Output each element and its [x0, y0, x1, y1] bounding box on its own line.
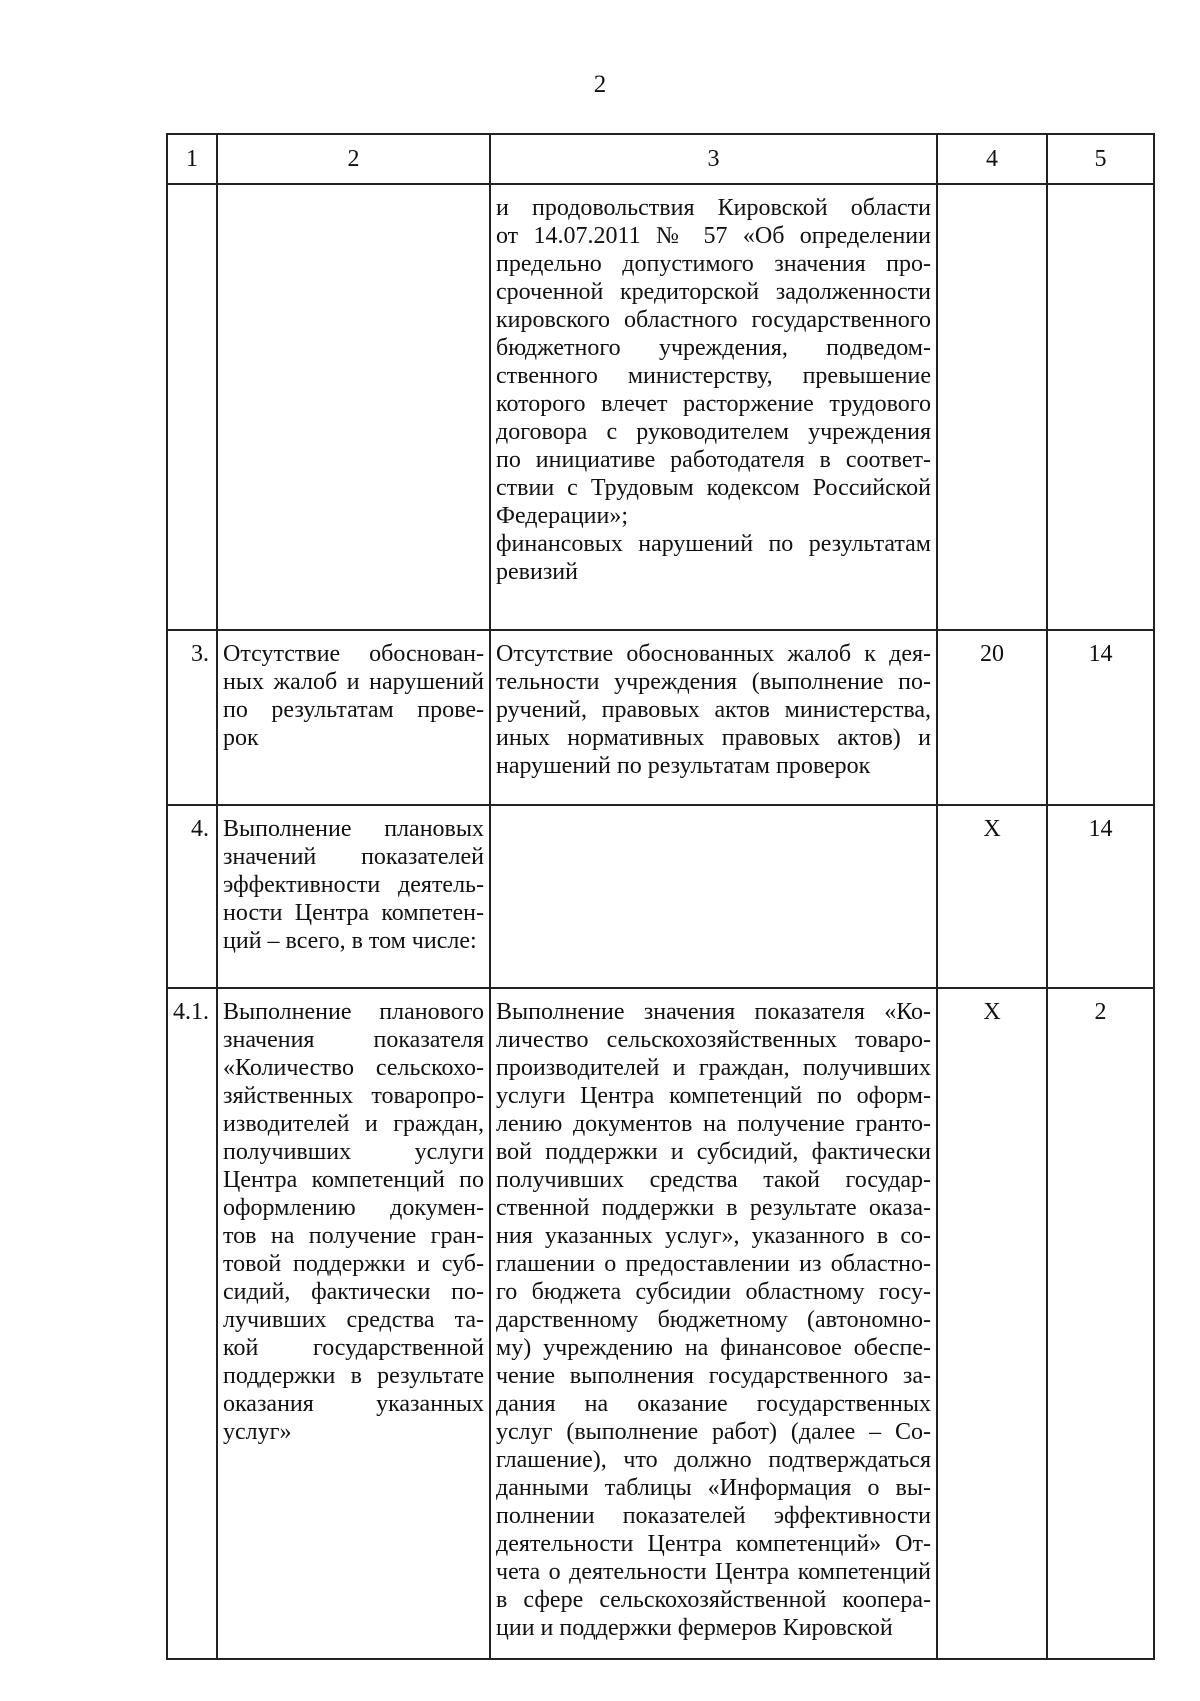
description-cell — [490, 184, 937, 630]
table-row — [167, 184, 1154, 630]
text-line: ности Центра компетен- — [223, 900, 484, 926]
row-number: 4.1. — [167, 988, 217, 1659]
row-number: 3. — [167, 630, 217, 805]
text-line: ных жалоб и нарушений — [223, 669, 484, 695]
criterion-cell — [217, 988, 490, 1659]
text-line: значения показателя — [223, 1027, 484, 1053]
text-line: финансовых нарушений по результатам — [496, 531, 931, 557]
text-line: получивших средства такой государ- — [496, 1167, 931, 1193]
text-line: зяйственных товаропро- — [223, 1083, 484, 1109]
text-line: значений показателей — [223, 844, 484, 870]
text-line: полнении показателей эффективности — [496, 1503, 931, 1529]
text-line: получивших услуги — [223, 1139, 484, 1165]
header-cell-3: 3 — [490, 134, 937, 184]
text-line: данными таблицы «Информация о вы- — [496, 1475, 931, 1501]
text-line: предельно допустимого значения про- — [496, 251, 931, 277]
text-line: товой поддержки и суб- — [223, 1251, 484, 1277]
header-cell-5: 5 — [1047, 134, 1154, 184]
table-row — [167, 988, 1154, 1659]
text-line: тов на получение гран- — [223, 1223, 484, 1249]
text-line: изводителей и граждан, — [223, 1111, 484, 1137]
text-line: ций – всего, в том числе: — [223, 928, 477, 954]
text-line: производителей и граждан, получивших — [496, 1055, 931, 1081]
max-score-cell — [937, 184, 1047, 630]
text-line: деятельности Центра компетенций» От- — [496, 1531, 931, 1557]
text-line: го бюджета субсидии областному госу- — [496, 1279, 931, 1305]
text-line: и продовольствия Кировской области — [496, 195, 931, 221]
text-line: ции и поддержки фермеров Кировской — [496, 1615, 893, 1641]
header-cell-2: 2 — [217, 134, 490, 184]
max-score-cell: X — [937, 988, 1047, 1659]
text-line: оформлению докумен- — [223, 1195, 484, 1221]
score-cell — [1047, 184, 1154, 630]
text-line: по результатам прове- — [223, 697, 484, 723]
text-line: ственного министерству, превышение — [496, 363, 931, 389]
text-line: нарушений по результатам проверок — [496, 753, 871, 779]
text-line: «Количество сельскохо- — [223, 1055, 484, 1081]
text-line: услуги Центра компетенций по оформ- — [496, 1083, 931, 1109]
text-line: от 14.07.2011 № 57 «Об определении — [496, 223, 931, 249]
table-row — [167, 805, 1154, 988]
description-cell — [490, 805, 937, 988]
text-line: Центра компетенций по — [223, 1167, 484, 1193]
text-line: кой государственной — [223, 1335, 484, 1361]
criterion-cell — [217, 805, 490, 988]
text-line: дания на оказание государственных — [496, 1391, 931, 1417]
header-cell-1: 1 — [167, 134, 217, 184]
text-line: ственной поддержки в результате оказа- — [496, 1195, 931, 1221]
text-line: глашении о предоставлении из областно- — [496, 1251, 931, 1277]
row-number — [167, 184, 217, 630]
text-line: личество сельскохозяйственных товаро- — [496, 1027, 931, 1053]
text-line: лучивших средства та- — [223, 1307, 484, 1333]
criterion-cell — [217, 630, 490, 805]
score-cell: 14 — [1047, 805, 1154, 988]
criteria-table — [166, 133, 1155, 1660]
text-line: рок — [223, 725, 259, 751]
text-line: Выполнение плановых — [223, 816, 484, 842]
text-line: ревизий — [496, 559, 578, 585]
text-line: вой поддержки и субсидий, фактически — [496, 1139, 931, 1165]
text-line: му) учреждению на финансовое обеспе- — [496, 1335, 931, 1361]
text-line: Федерации»; — [496, 503, 629, 529]
description-cell — [490, 630, 937, 805]
text-line: Выполнение значения показателя «Ко- — [496, 999, 931, 1025]
text-line: сидий, фактически по- — [223, 1279, 484, 1305]
text-line: лению документов на получение гранто- — [496, 1111, 931, 1137]
page-number: 2 — [593, 71, 607, 98]
max-score-cell: X — [937, 805, 1047, 988]
text-line: по инициативе работодателя в соответ- — [496, 447, 931, 473]
text-line: тельности учреждения (выполнение по- — [496, 669, 931, 695]
text-line: услуг» — [223, 1419, 292, 1445]
text-line: эффективности деятель- — [223, 872, 484, 898]
text-line: дарственному бюджетному (автономно- — [496, 1307, 931, 1333]
description-cell — [490, 988, 937, 1659]
text-line: в сфере сельскохозяйственной коопера- — [496, 1587, 931, 1613]
text-line: сроченной кредиторской задолженности — [496, 279, 931, 305]
text-line: оказания указанных — [223, 1391, 484, 1417]
text-line: Отсутствие обоснован- — [223, 641, 484, 667]
text-line: услуг (выполнение работ) (далее – Со- — [496, 1419, 931, 1445]
text-line: договора с руководителем учреждения — [496, 419, 931, 445]
score-cell: 14 — [1047, 630, 1154, 805]
table-header-row — [167, 134, 1154, 184]
text-line: Отсутствие обоснованных жалоб к дея- — [496, 641, 931, 667]
text-line: ручений, правовых актов министерства, — [496, 697, 931, 723]
text-line: чение выполнения государственного за- — [496, 1363, 931, 1389]
text-line: Выполнение планового — [223, 999, 484, 1025]
text-line: чета о деятельности Центра компетенций — [496, 1559, 931, 1585]
text-line: ния указанных услуг», указанного в со- — [496, 1223, 931, 1249]
row-number: 4. — [167, 805, 217, 988]
text-line: кировского областного государственного — [496, 307, 931, 333]
text-line: которого влечет расторжение трудового — [496, 391, 931, 417]
header-cell-4: 4 — [937, 134, 1047, 184]
text-line: бюджетного учреждения, подведом- — [496, 335, 931, 361]
text-line: иных нормативных правовых актов) и — [496, 725, 931, 751]
table-row — [167, 630, 1154, 805]
text-line: ствии с Трудовым кодексом Российской — [496, 475, 931, 501]
text-line: поддержки в результате — [223, 1363, 484, 1389]
criterion-cell — [217, 184, 490, 630]
text-line: глашение), что должно подтверждаться — [496, 1447, 931, 1473]
max-score-cell: 20 — [937, 630, 1047, 805]
score-cell: 2 — [1047, 988, 1154, 1659]
